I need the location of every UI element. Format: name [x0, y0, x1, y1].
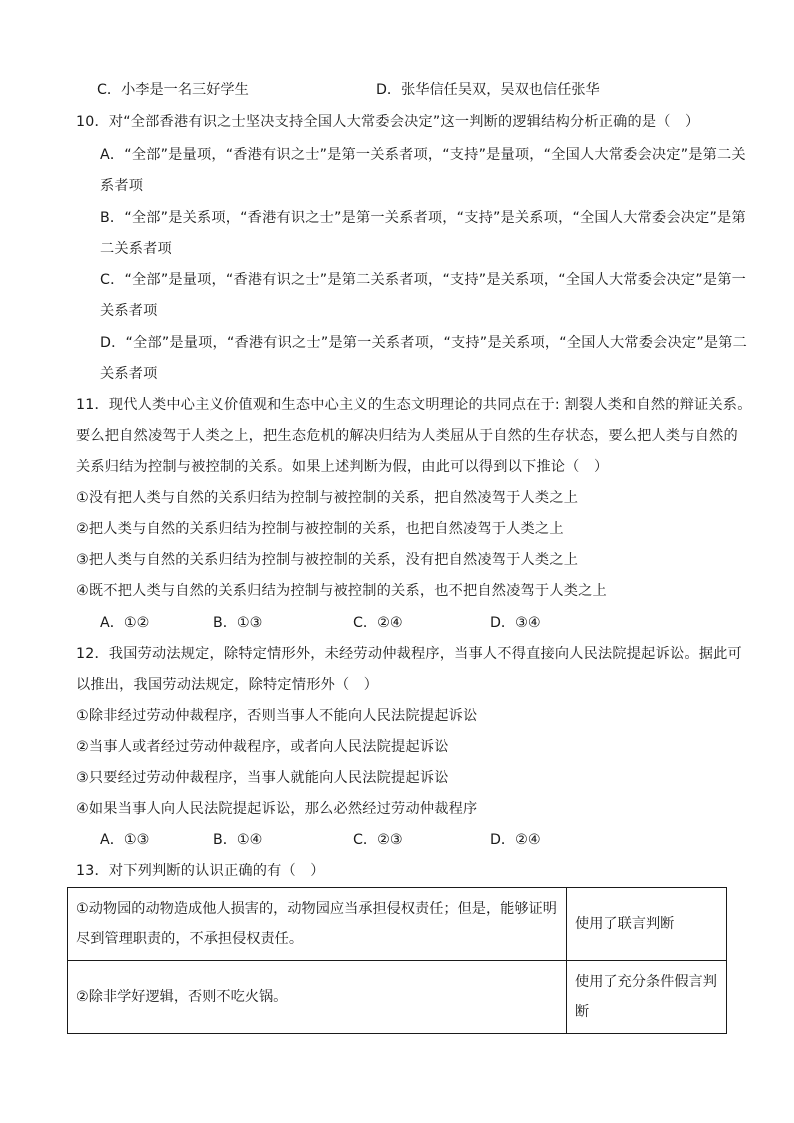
q10-option-b-line1: B．“全部”是关系项，“香港有识之士”是第一关系者项，“支持”是关系项，“全国人大常委会决定”是第 — [100, 210, 746, 226]
q11-stem-line1: 11．现代人类中心主义价值观和生态中心主义的生态文明理论的共同点在于: 割裂人类和自然的辩证关系。 — [76, 397, 752, 413]
q9-options-row — [97, 80, 717, 100]
q9-option-d: D．张华信任吴双，吴双也信任张华 — [376, 82, 600, 98]
q11-option-d: D．③④ — [490, 615, 541, 631]
q12-stem-line1: 12．我国劳动法规定，除特定情形外，未经劳动仲裁程序，当事人不得直接向人民法院提起诉讼。据此可 — [76, 646, 742, 662]
q12-item-1: ①除非经过劳动仲裁程序，否则当事人不能向人民法院提起诉讼 — [76, 708, 478, 724]
q12-item-2: ②当事人或者经过劳动仲裁程序，或者向人民法院提起诉讼 — [76, 739, 449, 755]
q10-option-b-line2: 二关系者项 — [100, 241, 172, 257]
q13-stem: 13．对下列判断的认识正确的有（ ） — [76, 863, 325, 879]
q10-option-d-line1: D．“全部”是量项，“香港有识之士”是第一关系者项，“支持”是关系项，“全国人大常委会决定”是第二 — [100, 335, 748, 351]
q11-item-4: ④既不把人类与自然的关系归结为控制与被控制的关系，也不把自然凌驾于人类之上 — [76, 583, 607, 599]
table-row — [68, 961, 727, 1034]
q10-option-c-line1: C．“全部”是量项，“香港有识之士”是第二关系者项，“支持”是关系项，“全国人大常委会决定”是第一 — [100, 272, 747, 288]
q13-judgment-table — [67, 887, 727, 1034]
q10-option-d-line2: 关系者项 — [100, 366, 158, 382]
table-cell-judgment: 使用了联言判断 — [567, 888, 727, 961]
q12-options-row — [100, 830, 620, 850]
q11-option-a: A．①② — [100, 615, 150, 631]
q11-item-1: ①没有把人类与自然的关系归结为控制与被控制的关系，把自然凌驾于人类之上 — [76, 490, 579, 506]
q12-option-c: C．②③ — [353, 832, 403, 848]
q11-options-row — [100, 613, 620, 633]
q10-option-c-line2: 关系者项 — [100, 303, 158, 319]
q12-option-b: B．①④ — [213, 832, 263, 848]
q10-option-a-line1: A．“全部”是量项，“香港有识之士”是第一关系者项，“支持”是量项，“全国人大常委会决定”是第二关 — [100, 147, 746, 163]
table-row — [68, 888, 727, 961]
q10-option-a-line2: 系者项 — [100, 178, 144, 194]
q12-stem-line2: 以推出，我国劳动法规定，除特定情形外（ ） — [76, 677, 379, 693]
table-cell-judgment: 使用了充分条件假言判断 — [567, 961, 727, 1034]
q11-stem-line3: 关系归结为控制与被控制的关系。如果上述判断为假，由此可以得到以下推论（ ） — [76, 459, 609, 475]
q11-option-b: B．①③ — [213, 615, 263, 631]
table-cell-statement: ①动物园的动物造成他人损害的，动物园应当承担侵权责任；但是，能够证明尽到管理职责的，不承担侵权责任。 — [68, 888, 567, 961]
q11-item-3: ③把人类与自然的关系归结为控制与被控制的关系，没有把自然凌驾于人类之上 — [76, 552, 579, 568]
q11-option-c: C．②④ — [353, 615, 403, 631]
q11-item-2: ②把人类与自然的关系归结为控制与被控制的关系，也把自然凌驾于人类之上 — [76, 521, 564, 537]
q11-stem-line2: 要么把自然凌驾于人类之上，把生态危机的解决归结为人类屈从于自然的生存状态，要么把人类与自然的 — [76, 428, 738, 444]
q12-item-3: ③只要经过劳动仲裁程序，当事人就能向人民法院提起诉讼 — [76, 770, 449, 786]
q9-option-c: C．小李是一名三好学生 — [97, 82, 249, 98]
table-cell-statement: ②除非学好逻辑，否则不吃火锅。 — [68, 961, 567, 1034]
q12-option-d: D．②④ — [490, 832, 541, 848]
q12-item-4: ④如果当事人向人民法院提起诉讼，那么必然经过劳动仲裁程序 — [76, 801, 478, 817]
q12-option-a: A．①③ — [100, 832, 150, 848]
q10-stem: 10．对“全部香港有识之士坚决支持全国人大常委会决定”这一判断的逻辑结构分析正确的是（ ） — [76, 114, 700, 130]
